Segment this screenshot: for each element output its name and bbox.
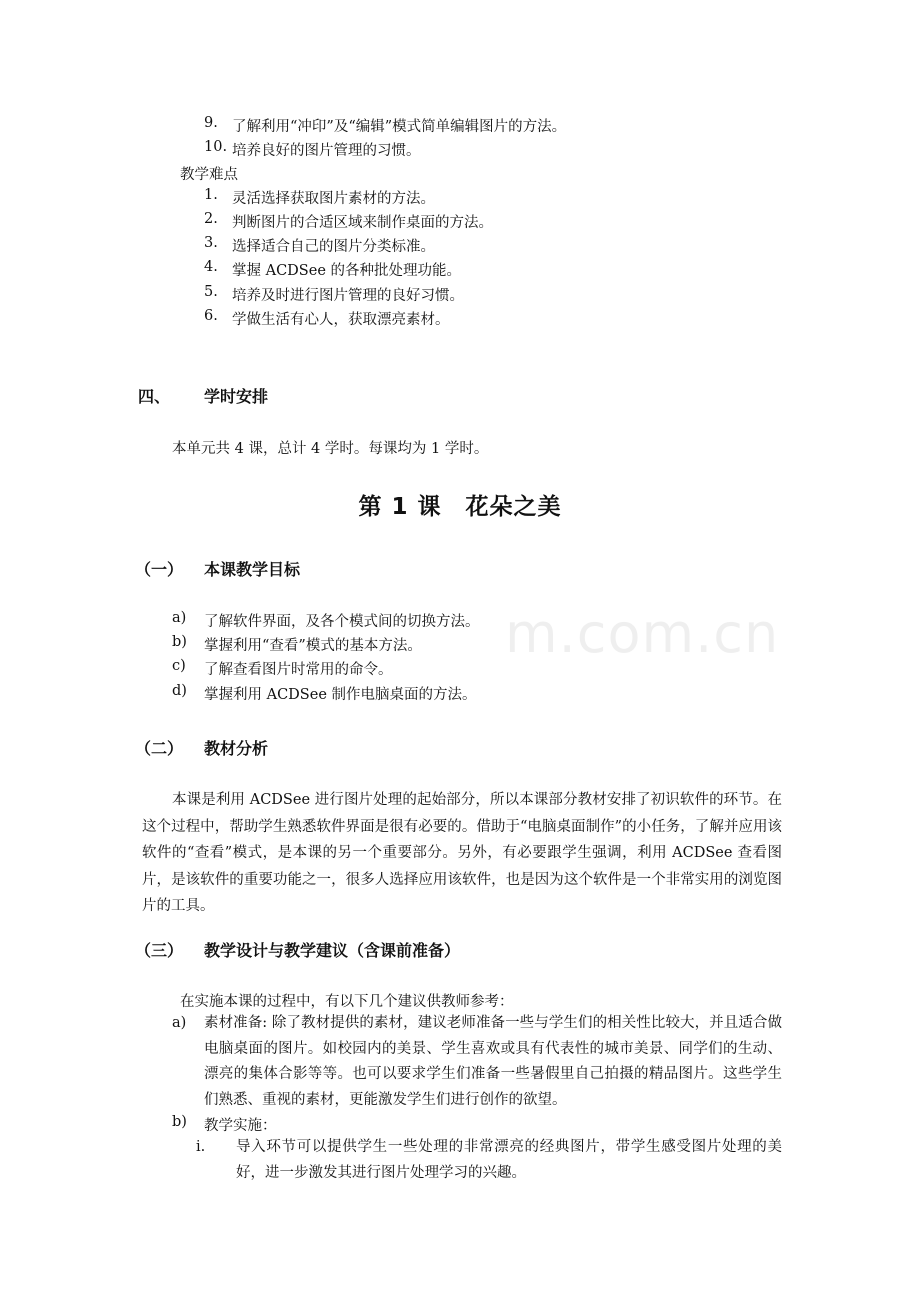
section-heading: 学时安排 — [204, 387, 269, 406]
list-item-number: a) — [172, 1015, 187, 1031]
part-number: （三） — [135, 941, 184, 960]
lesson-title: 第 1 课 花朵之美 — [358, 494, 562, 520]
list-item-number: 4. — [204, 259, 218, 275]
list-item-number: d) — [172, 683, 187, 699]
list-item-text: 选择适合自己的图片分类标准。 — [232, 239, 435, 255]
list-item-text: 了解查看图片时常用的命令。 — [204, 662, 393, 678]
list-item-number: 2. — [204, 211, 218, 227]
list-item-text: 培养良好的图片管理的习惯。 — [232, 143, 421, 159]
analysis-paragraph: 本课是利用 ACDSee 进行图片处理的起始部分，所以本课部分教材安排了初识软件的环节。在这个过程中，帮助学生熟悉软件界面是很有必要的。借助于“电脑桌面制作”的小任务，了解并应用该软件的“查看”模式，是本课的另一个重要部分。另外，有必要跟学生强调，利用 ACDSee 查看图片，是该软件的重要功能之一，很多人选择应用该软件，也是因为这个软件是一个非常实用的浏览图片的工具。 — [142, 792, 782, 914]
list-item-number: 9. — [204, 115, 218, 131]
list-item-number: a) — [172, 610, 187, 626]
list-item-text: 掌握利用 ACDSee 制作电脑桌面的方法。 — [204, 687, 477, 703]
difficulties-heading: 教学难点 — [180, 167, 238, 183]
watermark: m.com.cn — [505, 602, 780, 665]
list-item-text: 培养及时进行图片管理的良好习惯。 — [232, 288, 464, 304]
part-number: （一） — [135, 560, 184, 579]
suggestions-intro: 在实施本课的过程中，有以下几个建议供教师参考： — [180, 994, 514, 1010]
list-item-text: 教学实施： — [204, 1118, 277, 1134]
list-item-text: 了解利用“冲印”及“编辑”模式简单编辑图片的方法。 — [232, 119, 567, 135]
list-item-number: 5. — [204, 284, 218, 300]
intro-stage-text: 导入环节可以提供学生一些处理的非常漂亮的经典图片，带学生感受图片处理的美好，进一步激发其进行图片处理学习的兴趣。 — [236, 1139, 782, 1181]
list-item-number: 3. — [204, 235, 218, 251]
list-item-text: 掌握 ACDSee 的各种批处理功能。 — [232, 263, 462, 279]
section-number: 四、 — [138, 387, 171, 406]
list-item-number: c) — [172, 658, 186, 674]
list-item-text: 学做生活有心人，获取漂亮素材。 — [232, 312, 450, 328]
list-item-text: 了解软件界面，及各个模式间的切换方法。 — [204, 614, 480, 630]
list-item-number: b) — [172, 634, 187, 650]
material-prep-text: 素材准备: 除了教材提供的素材，建议老师准备一些与学生们的相关性比较大，并且适合做电脑桌面的图片。如校园内的美景、学生喜欢或具有代表性的城市美景、同学们的生动、漂亮的集体合影等等。也可以要求学生们准备一些暑假里自己拍摄的精品图片。这些学生们熟悉、重视的素材，更能激发学生们进行创作的欲望。 — [204, 1015, 782, 1108]
list-item-number: 1. — [204, 187, 218, 203]
list-item-number: i. — [196, 1139, 206, 1155]
list-item-number: b) — [172, 1114, 187, 1130]
list-item-text: 灵活选择获取图片素材的方法。 — [232, 191, 435, 207]
list-item-number: 10. — [204, 139, 228, 155]
part-number: （二） — [135, 739, 184, 758]
part-heading: 教学设计与教学建议（含课前准备） — [204, 941, 461, 960]
list-item-number: 6. — [204, 308, 218, 324]
list-item-text: 判断图片的合适区域来制作桌面的方法。 — [232, 215, 493, 231]
part-heading: 本课教学目标 — [204, 560, 301, 579]
part-heading: 教材分析 — [204, 739, 269, 758]
section-body: 本单元共 4 课，总计 4 学时。每课均为 1 学时。 — [172, 441, 489, 457]
list-item-text: 掌握利用“查看”模式的基本方法。 — [204, 638, 422, 654]
